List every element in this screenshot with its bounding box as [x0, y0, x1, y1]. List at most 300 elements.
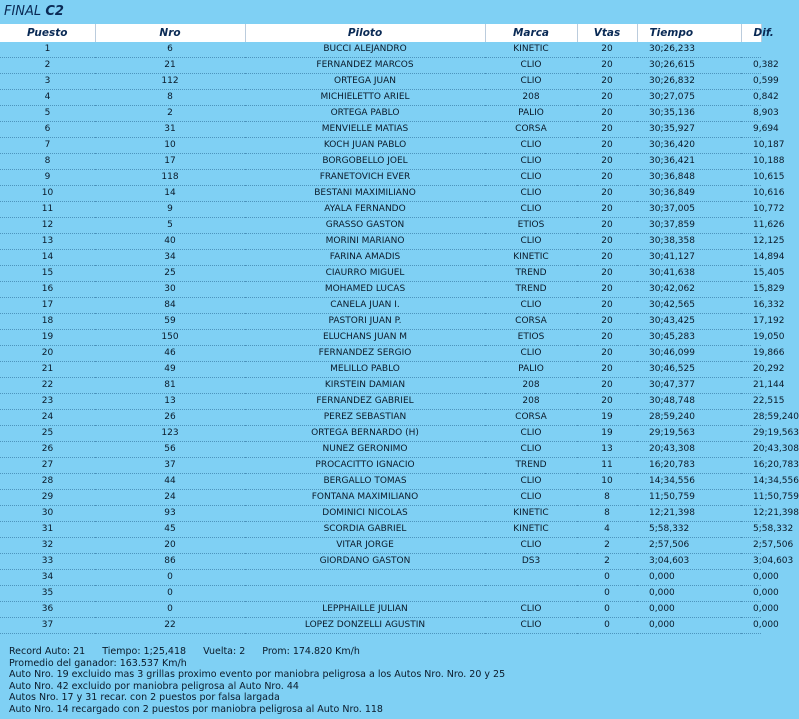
cell-puesto: 26	[0, 442, 95, 458]
cell-dif: 0,000	[741, 618, 761, 634]
cell-marca: PALIO	[485, 106, 577, 122]
cell-marca: CLIO	[485, 346, 577, 362]
cell-tiempo: 28;59,240	[637, 410, 741, 426]
cell-dif: 0,842	[741, 90, 761, 106]
cell-marca: CLIO	[485, 186, 577, 202]
cell-dif: 19,866	[741, 346, 761, 362]
cell-puesto: 23	[0, 394, 95, 410]
table-row	[0, 234, 761, 250]
cell-marca: 208	[485, 90, 577, 106]
cell-nro: 21	[95, 58, 245, 74]
cell-piloto: CIAURRO MIGUEL	[245, 266, 485, 282]
table-row	[0, 186, 761, 202]
cell-nro: 86	[95, 554, 245, 570]
cell-piloto: KOCH JUAN PABLO	[245, 138, 485, 154]
col-header-nro: Nro	[95, 24, 245, 42]
cell-piloto: BESTANI MAXIMILIANO	[245, 186, 485, 202]
cell-puesto: 7	[0, 138, 95, 154]
cell-piloto: MOHAMED LUCAS	[245, 282, 485, 298]
cell-vtas: 20	[577, 202, 637, 218]
cell-nro: 31	[95, 122, 245, 138]
cell-puesto: 1	[0, 42, 95, 58]
cell-tiempo: 30;47,377	[637, 378, 741, 394]
cell-marca: CLIO	[485, 138, 577, 154]
cell-tiempo: 30;46,099	[637, 346, 741, 362]
cell-vtas: 20	[577, 154, 637, 170]
cell-marca: TREND	[485, 282, 577, 298]
cell-vtas: 11	[577, 458, 637, 474]
cell-dif: 0,000	[741, 602, 761, 618]
cell-tiempo: 11;50,759	[637, 490, 741, 506]
cell-piloto: BERGALLO TOMAS	[245, 474, 485, 490]
cell-piloto: LEPPHAILLE JULIAN	[245, 602, 485, 618]
table-row	[0, 442, 761, 458]
note-line: Auto Nro. 14 recargado con 2 puestos por maniobra peligrosa al Auto Nro. 118	[9, 703, 383, 715]
cell-marca: CORSA	[485, 314, 577, 330]
cell-dif: 20;43,308	[741, 442, 761, 458]
cell-puesto: 29	[0, 490, 95, 506]
cell-vtas: 10	[577, 474, 637, 490]
cell-nro: 93	[95, 506, 245, 522]
cell-nro: 44	[95, 474, 245, 490]
cell-marca: TREND	[485, 266, 577, 282]
cell-vtas: 2	[577, 554, 637, 570]
cell-nro: 9	[95, 202, 245, 218]
table-row	[0, 474, 761, 490]
cell-nro: 123	[95, 426, 245, 442]
cell-marca: KINETIC	[485, 506, 577, 522]
cell-puesto: 37	[0, 618, 95, 634]
cell-piloto: FRANETOVICH EVER	[245, 170, 485, 186]
cell-tiempo: 29;19,563	[637, 426, 741, 442]
table-row	[0, 522, 761, 538]
cell-vtas: 20	[577, 170, 637, 186]
cell-dif: 16;20,783	[741, 458, 761, 474]
cell-tiempo: 20;43,308	[637, 442, 741, 458]
cell-marca: CLIO	[485, 426, 577, 442]
table-row	[0, 42, 761, 58]
table-row	[0, 570, 761, 586]
cell-tiempo: 30;26,615	[637, 58, 741, 74]
cell-marca: CLIO	[485, 170, 577, 186]
cell-tiempo: 30;37,859	[637, 218, 741, 234]
cell-dif: 12,125	[741, 234, 761, 250]
cell-dif: 3;04,603	[741, 554, 761, 570]
cell-piloto: DOMINICI NICOLAS	[245, 506, 485, 522]
page-title	[0, 0, 761, 24]
cell-dif: 0,382	[741, 58, 761, 74]
cell-dif: 15,405	[741, 266, 761, 282]
cell-tiempo: 30;45,283	[637, 330, 741, 346]
cell-dif: 11,626	[741, 218, 761, 234]
table-row	[0, 74, 761, 90]
cell-vtas: 19	[577, 410, 637, 426]
cell-marca: CLIO	[485, 538, 577, 554]
cell-piloto: GRASSO GASTON	[245, 218, 485, 234]
cell-tiempo: 30;42,062	[637, 282, 741, 298]
cell-puesto: 21	[0, 362, 95, 378]
col-header-marca: Marca	[485, 24, 577, 42]
cell-piloto: VITAR JORGE	[245, 538, 485, 554]
cell-nro: 10	[95, 138, 245, 154]
cell-vtas: 20	[577, 186, 637, 202]
cell-marca: CLIO	[485, 474, 577, 490]
table-row	[0, 426, 761, 442]
table-row	[0, 314, 761, 330]
col-header-vtas: Vtas	[577, 24, 637, 42]
cell-marca: CLIO	[485, 618, 577, 634]
cell-nro: 8	[95, 90, 245, 106]
table-row	[0, 378, 761, 394]
cell-dif: 16,332	[741, 298, 761, 314]
cell-marca: KINETIC	[485, 522, 577, 538]
cell-tiempo: 5;58,332	[637, 522, 741, 538]
cell-vtas: 20	[577, 234, 637, 250]
cell-nro: 150	[95, 330, 245, 346]
cell-marca: CLIO	[485, 234, 577, 250]
cell-dif: 21,144	[741, 378, 761, 394]
cell-marca: CLIO	[485, 298, 577, 314]
cell-vtas: 20	[577, 90, 637, 106]
cell-nro: 20	[95, 538, 245, 554]
cell-piloto: GIORDANO GASTON	[245, 554, 485, 570]
table-row	[0, 362, 761, 378]
race-notes	[9, 646, 505, 716]
cell-nro: 37	[95, 458, 245, 474]
cell-vtas: 20	[577, 394, 637, 410]
cell-vtas: 8	[577, 490, 637, 506]
note-line: Auto Nro. 19 excluido mas 3 grillas proximo evento por maniobra peligrosa a los Autos Nro. Nro. 20 y 25	[9, 669, 506, 681]
table-header-row	[0, 24, 761, 42]
cell-puesto: 9	[0, 170, 95, 186]
table-row	[0, 170, 761, 186]
cell-dif: 22,515	[741, 394, 761, 410]
cell-tiempo: 30;26,832	[637, 74, 741, 90]
cell-nro: 17	[95, 154, 245, 170]
cell-piloto: MELILLO PABLO	[245, 362, 485, 378]
cell-puesto: 34	[0, 570, 95, 586]
cell-tiempo: 0,000	[637, 586, 741, 602]
cell-puesto: 32	[0, 538, 95, 554]
cell-dif: 11;50,759	[741, 490, 761, 506]
cell-dif: 19,050	[741, 330, 761, 346]
cell-marca: CLIO	[485, 74, 577, 90]
table-row	[0, 282, 761, 298]
table-row	[0, 218, 761, 234]
cell-piloto: FARINA AMADIS	[245, 250, 485, 266]
cell-piloto: MENVIELLE MATIAS	[245, 122, 485, 138]
cell-piloto: LOPEZ DONZELLI AGUSTIN	[245, 618, 485, 634]
cell-tiempo: 2;57,506	[637, 538, 741, 554]
cell-tiempo: 16;20,783	[637, 458, 741, 474]
cell-vtas: 20	[577, 58, 637, 74]
cell-puesto: 30	[0, 506, 95, 522]
cell-marca: KINETIC	[485, 250, 577, 266]
cell-tiempo: 3;04,603	[637, 554, 741, 570]
cell-piloto: PEREZ SEBASTIAN	[245, 410, 485, 426]
table-row	[0, 58, 761, 74]
cell-piloto	[245, 586, 485, 602]
cell-dif: 14,894	[741, 250, 761, 266]
cell-piloto: MICHIELETTO ARIEL	[245, 90, 485, 106]
cell-tiempo: 0,000	[637, 602, 741, 618]
cell-tiempo: 30;46,525	[637, 362, 741, 378]
cell-puesto: 31	[0, 522, 95, 538]
cell-vtas: 20	[577, 250, 637, 266]
record-line	[9, 646, 505, 658]
cell-piloto: AYALA FERNANDO	[245, 202, 485, 218]
cell-tiempo: 30;41,127	[637, 250, 741, 266]
cell-vtas: 13	[577, 442, 637, 458]
cell-vtas: 0	[577, 618, 637, 634]
col-header-dif: Dif.	[741, 24, 761, 42]
cell-piloto: BORGOBELLO JOEL	[245, 154, 485, 170]
table-row	[0, 410, 761, 426]
table-row	[0, 554, 761, 570]
cell-vtas: 20	[577, 282, 637, 298]
cell-piloto: FERNANDEZ MARCOS	[245, 58, 485, 74]
cell-nro: 45	[95, 522, 245, 538]
cell-tiempo: 30;36,421	[637, 154, 741, 170]
table-row	[0, 266, 761, 282]
cell-nro: 13	[95, 394, 245, 410]
table-row	[0, 586, 761, 602]
cell-vtas: 20	[577, 106, 637, 122]
table-row	[0, 250, 761, 266]
cell-piloto: ORTEGA JUAN	[245, 74, 485, 90]
cell-piloto: FERNANDEZ SERGIO	[245, 346, 485, 362]
cell-vtas: 20	[577, 330, 637, 346]
cell-tiempo: 30;36,848	[637, 170, 741, 186]
cell-dif: 0,000	[741, 570, 761, 586]
record-prom: Prom: 174.820 Km/h	[262, 646, 360, 657]
cell-nro: 30	[95, 282, 245, 298]
cell-dif: 0,000	[741, 586, 761, 602]
cell-tiempo: 30;41,638	[637, 266, 741, 282]
note-line: Promedio del ganador: 163.537 Km/h	[9, 657, 187, 669]
cell-tiempo: 30;48,748	[637, 394, 741, 410]
cell-nro: 56	[95, 442, 245, 458]
cell-vtas: 4	[577, 522, 637, 538]
cell-vtas: 0	[577, 586, 637, 602]
cell-nro: 84	[95, 298, 245, 314]
cell-dif: 8,903	[741, 106, 761, 122]
cell-marca: PALIO	[485, 362, 577, 378]
cell-marca	[485, 570, 577, 586]
table-row	[0, 538, 761, 554]
cell-puesto: 19	[0, 330, 95, 346]
cell-puesto: 35	[0, 586, 95, 602]
cell-dif: 17,192	[741, 314, 761, 330]
cell-tiempo: 12;21,398	[637, 506, 741, 522]
cell-tiempo: 30;35,136	[637, 106, 741, 122]
cell-nro: 0	[95, 602, 245, 618]
cell-piloto: MORINI MARIANO	[245, 234, 485, 250]
cell-piloto: FONTANA MAXIMILIANO	[245, 490, 485, 506]
cell-tiempo: 30;35,927	[637, 122, 741, 138]
cell-tiempo: 30;43,425	[637, 314, 741, 330]
cell-nro: 46	[95, 346, 245, 362]
cell-dif: 12;21,398	[741, 506, 761, 522]
cell-marca: ETIOS	[485, 330, 577, 346]
cell-piloto: ORTEGA BERNARDO (H)	[245, 426, 485, 442]
cell-tiempo: 30;42,565	[637, 298, 741, 314]
cell-puesto: 16	[0, 282, 95, 298]
cell-puesto: 15	[0, 266, 95, 282]
results-body	[0, 42, 799, 634]
cell-puesto: 13	[0, 234, 95, 250]
cell-vtas: 20	[577, 122, 637, 138]
table-row	[0, 138, 761, 154]
cell-puesto: 6	[0, 122, 95, 138]
table-row	[0, 394, 761, 410]
cell-vtas: 20	[577, 298, 637, 314]
cell-puesto: 25	[0, 426, 95, 442]
cell-dif: 2;57,506	[741, 538, 761, 554]
cell-marca: TREND	[485, 458, 577, 474]
cell-marca: CLIO	[485, 490, 577, 506]
cell-marca: ETIOS	[485, 218, 577, 234]
cell-tiempo: 30;36,849	[637, 186, 741, 202]
cell-marca: DS3	[485, 554, 577, 570]
table-row	[0, 154, 761, 170]
cell-puesto: 27	[0, 458, 95, 474]
cell-puesto: 14	[0, 250, 95, 266]
cell-tiempo: 0,000	[637, 570, 741, 586]
cell-nro: 14	[95, 186, 245, 202]
cell-vtas: 20	[577, 74, 637, 90]
cell-puesto: 28	[0, 474, 95, 490]
cell-puesto: 17	[0, 298, 95, 314]
cell-piloto: ORTEGA PABLO	[245, 106, 485, 122]
cell-puesto: 18	[0, 314, 95, 330]
table-row	[0, 106, 761, 122]
cell-piloto: CANELA JUAN I.	[245, 298, 485, 314]
cell-marca	[485, 586, 577, 602]
cell-piloto: NUNEZ GERONIMO	[245, 442, 485, 458]
cell-nro: 22	[95, 618, 245, 634]
cell-vtas: 20	[577, 314, 637, 330]
cell-dif	[741, 42, 761, 58]
cell-tiempo: 30;38,358	[637, 234, 741, 250]
title-category: C2	[45, 4, 64, 19]
cell-vtas: 8	[577, 506, 637, 522]
cell-dif: 10,615	[741, 170, 761, 186]
cell-vtas: 0	[577, 570, 637, 586]
cell-piloto: PASTORI JUAN P.	[245, 314, 485, 330]
cell-nro: 40	[95, 234, 245, 250]
cell-piloto: SCORDIA GABRIEL	[245, 522, 485, 538]
record-tiempo: Tiempo: 1;25,418	[102, 646, 187, 657]
cell-vtas: 2	[577, 538, 637, 554]
table-row	[0, 330, 761, 346]
cell-puesto: 36	[0, 602, 95, 618]
note-line: Autos Nro. 17 y 31 recar. con 2 puestos por falsa largada	[9, 692, 280, 704]
cell-vtas: 20	[577, 266, 637, 282]
cell-nro: 25	[95, 266, 245, 282]
col-header-puesto: Puesto	[0, 24, 95, 42]
table-row	[0, 90, 761, 106]
cell-vtas: 0	[577, 602, 637, 618]
cell-puesto: 24	[0, 410, 95, 426]
table-row	[0, 298, 761, 314]
cell-dif: 5;58,332	[741, 522, 761, 538]
cell-puesto: 22	[0, 378, 95, 394]
cell-dif: 15,829	[741, 282, 761, 298]
cell-marca: 208	[485, 394, 577, 410]
title-prefix: FINAL	[4, 4, 42, 19]
cell-vtas: 20	[577, 378, 637, 394]
cell-piloto: KIRSTEIN DAMIAN	[245, 378, 485, 394]
cell-nro: 112	[95, 74, 245, 90]
cell-piloto	[245, 570, 485, 586]
cell-marca: CLIO	[485, 602, 577, 618]
cell-tiempo: 30;37,005	[637, 202, 741, 218]
cell-piloto: FERNANDEZ GABRIEL	[245, 394, 485, 410]
col-header-piloto: Piloto	[245, 24, 485, 42]
cell-dif: 10,616	[741, 186, 761, 202]
cell-dif: 9,694	[741, 122, 761, 138]
cell-puesto: 4	[0, 90, 95, 106]
cell-nro: 24	[95, 490, 245, 506]
cell-tiempo: 30;27,075	[637, 90, 741, 106]
cell-vtas: 20	[577, 362, 637, 378]
cell-dif: 20,292	[741, 362, 761, 378]
cell-nro: 81	[95, 378, 245, 394]
cell-piloto: PROCACITTO IGNACIO	[245, 458, 485, 474]
cell-puesto: 3	[0, 74, 95, 90]
cell-puesto: 11	[0, 202, 95, 218]
cell-puesto: 8	[0, 154, 95, 170]
cell-vtas: 19	[577, 426, 637, 442]
cell-nro: 118	[95, 170, 245, 186]
note-line: Auto Nro. 42 excluido por maniobra peligrosa al Auto Nro. 44	[9, 680, 299, 692]
cell-nro: 0	[95, 586, 245, 602]
cell-marca: CLIO	[485, 58, 577, 74]
results-table	[0, 24, 799, 634]
table-row	[0, 506, 761, 522]
cell-marca: CLIO	[485, 154, 577, 170]
cell-tiempo: 14;34,556	[637, 474, 741, 490]
cell-nro: 2	[95, 106, 245, 122]
cell-dif: 10,772	[741, 202, 761, 218]
record-vuelta: Vuelta: 2	[203, 646, 246, 657]
cell-dif: 0,599	[741, 74, 761, 90]
cell-vtas: 20	[577, 42, 637, 58]
table-row	[0, 490, 761, 506]
cell-piloto: BUCCI ALEJANDRO	[245, 42, 485, 58]
cell-nro: 59	[95, 314, 245, 330]
cell-piloto: ELUCHANS JUAN M	[245, 330, 485, 346]
cell-puesto: 33	[0, 554, 95, 570]
cell-nro: 49	[95, 362, 245, 378]
cell-puesto: 20	[0, 346, 95, 362]
cell-nro: 26	[95, 410, 245, 426]
cell-nro: 5	[95, 218, 245, 234]
cell-marca: CLIO	[485, 202, 577, 218]
cell-tiempo: 30;36,420	[637, 138, 741, 154]
cell-vtas: 20	[577, 138, 637, 154]
cell-nro: 34	[95, 250, 245, 266]
cell-marca: CLIO	[485, 442, 577, 458]
cell-dif: 29;19,563	[741, 426, 761, 442]
cell-dif: 14;34,556	[741, 474, 761, 490]
cell-tiempo: 30;26,233	[637, 42, 741, 58]
col-header-tiempo: Tiempo	[637, 24, 741, 42]
table-row	[0, 618, 761, 634]
cell-puesto: 12	[0, 218, 95, 234]
table-row	[0, 202, 761, 218]
